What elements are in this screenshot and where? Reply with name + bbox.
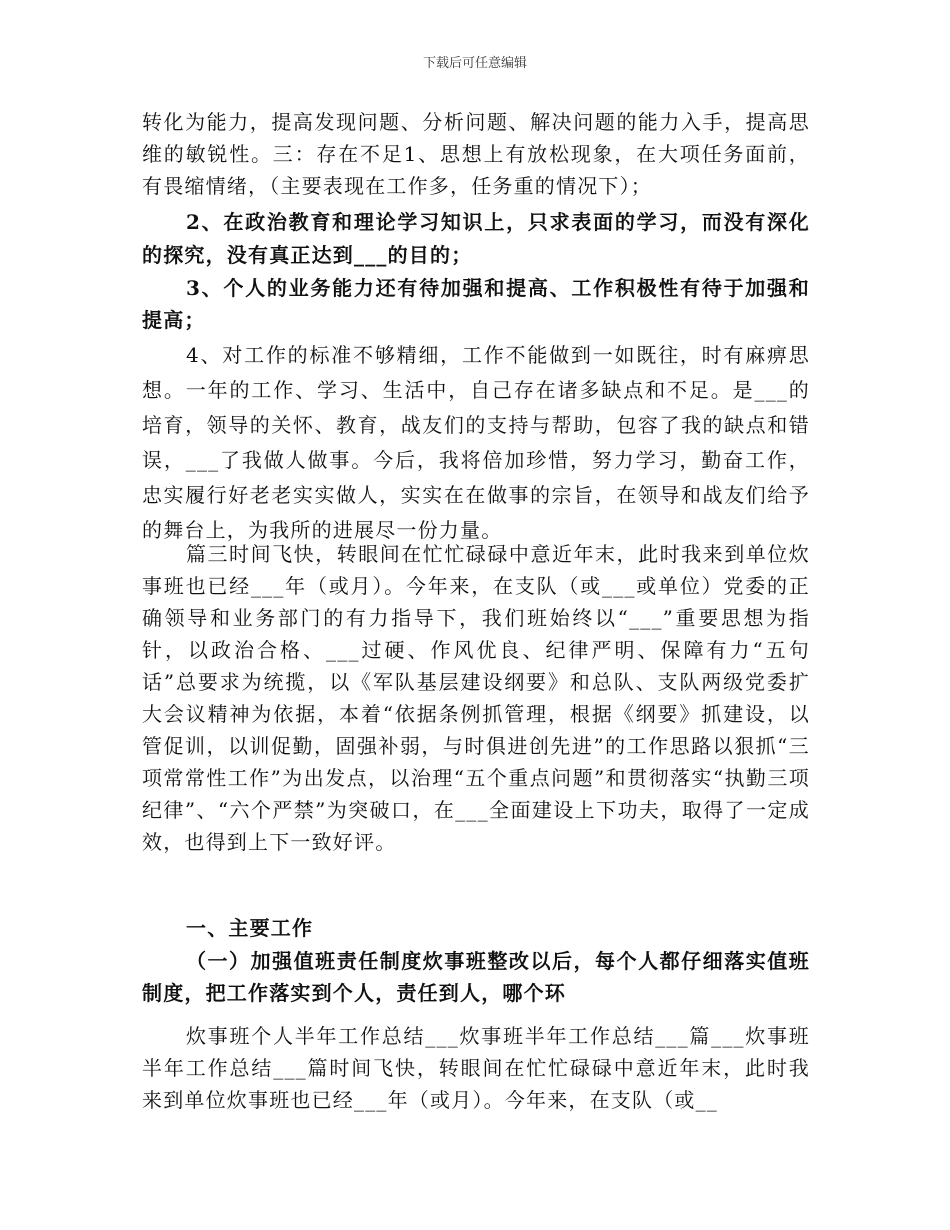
page-header: 下载后可任意编辑 [422,56,527,71]
paragraph-6: （一）加强值班责任制度炊事班整改以后，每个人都仔细落实值班制度，把工作落实到个人，责任到人，哪个环 [142,949,810,1005]
paragraph-5: 篇三时间飞快，转眼间在忙忙碌碌中意近年末，此时我来到单位炊事班也已经___年（或月）。今年来，在支队（或___或单位）党委的正确领导和业务部门的有力指导下，我们班始终以“___”重要思想为指针，以政治合格、___过硬、作风优良、纪律严明、保障有力“五句话”总要求为统揽，以《军队基层建设纲要》和总队、支队两级党委扩大会议精神为依据，本着“依据条例抓管理，根据《纲要》抓建设，以管促训，以训促勤，固强补弱，与时俱进创先进”的工作思路以狠抓“三项常常性工作”为出发点，以治理“五个重点问题”和贯彻落实“执勤三项纪律”、“六个严禁”为突破口，在___全面建设上下功夫，取得了一定成效，也得到上下一致好评。 [142,542,810,854]
section-heading: 一、主要工作 [186,916,314,940]
paragraph-7: 炊事班个人半年工作总结___炊事班半年工作总结___篇___炊事班半年工作总结___篇时间飞快，转眼间在忙忙碌碌中意近年末，此时我来到单位炊事班也已经___年（或月）。今年来，在支队（或__ [142,1024,810,1112]
paragraph-3: 3、个人的业务能力还有待加强和提高、工作积极性有待于加强和提高； [142,276,810,332]
paragraph-4: 4、对工作的标准不够精细，工作不能做到一如既往，时有麻痹思想。一年的工作、学习、生活中，自己存在诸多缺点和不足。是___的培育，领导的关怀、教育，战友们的支持与帮助，包容了我的缺点和错误，___了我做人做事。今后，我将倍加珍惜，努力学习，勤奋工作，忠实履行好老老实实做人，实实在在做事的宗旨，在领导和战友们给予的舞台上，为我所的进展尽一份力量。 [142,343,810,542]
paragraph-1: 转化为能力，提高发现问题、分析问题、解决问题的能力入手，提高思维的敏锐性。三：存在不足1、思想上有放松现象，在大项任务面前，有畏缩情绪，（主要表现在工作多，任务重的情况下）； [142,110,810,198]
paragraph-2: 2、在政治教育和理论学习知识上，只求表面的学习，而没有深化的探究，没有真正达到___的目的； [142,210,810,267]
